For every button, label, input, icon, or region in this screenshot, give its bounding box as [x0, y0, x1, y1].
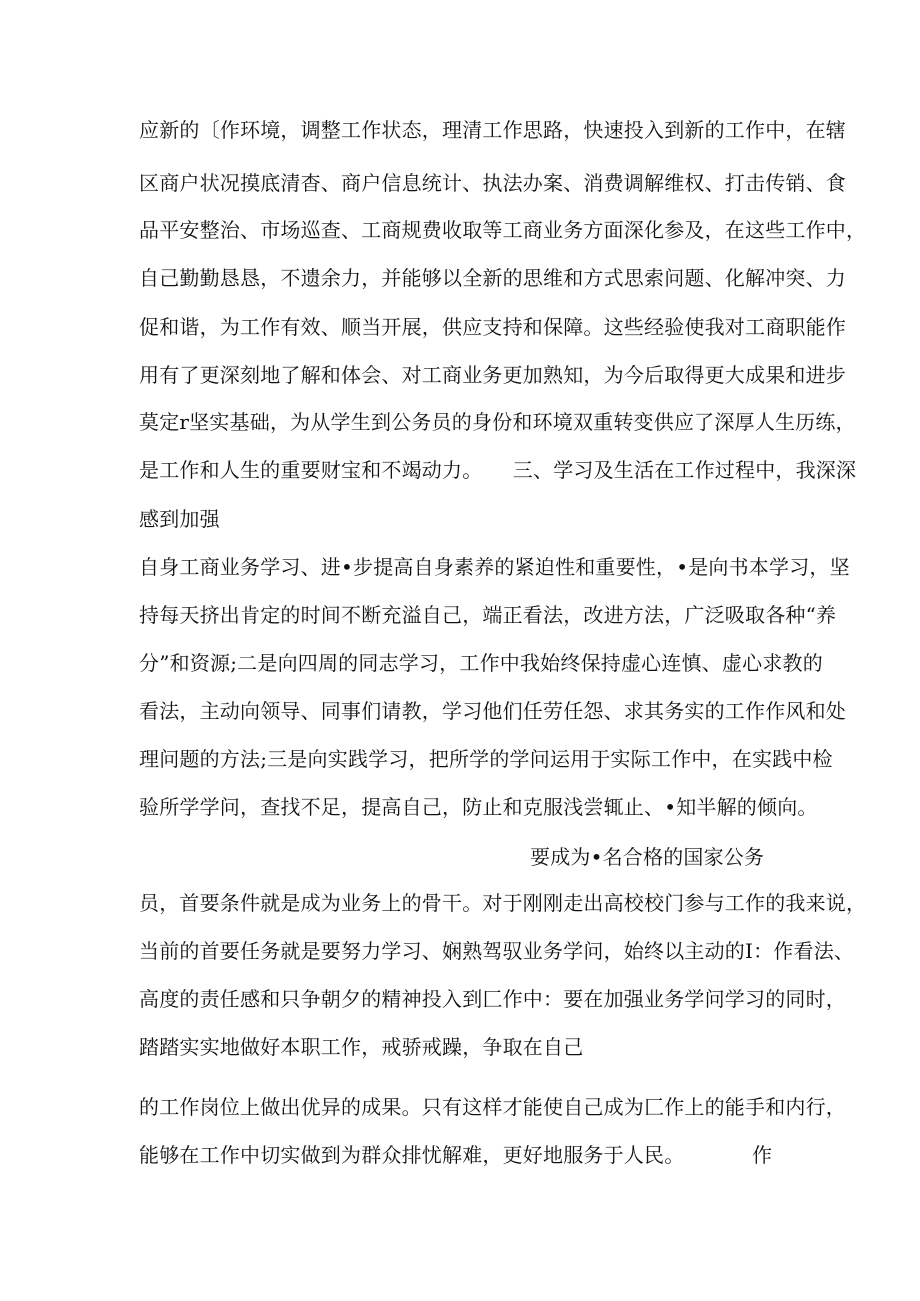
body-text-line: 用有了更深刻地了解和体会、对工商业务更加熟知，为今后取得更大成果和进步 [139, 363, 846, 387]
body-text-line: 能够在工作中切实做到为群众排忧解难，更好地服务于人民。 [139, 1143, 685, 1167]
body-text-line: 促和谐，为工作有效、顺当开展，供应支持和保障。这些经验使我对工商职能作 [139, 315, 846, 339]
body-text-line: 区商户状况摸底清杳、商户信息统计、执法办案、消费调解维权、打击传销、食 [139, 171, 846, 195]
body-text-line: 踏踏实实地做好本职工作，戒骄戒躁，争取在自己 [139, 1035, 584, 1059]
body-text-line: 当前的首要任务就是要努力学习、娴熟驾驭业务学问，始终以主动的I：作看法、 [139, 939, 855, 963]
body-text-line: 莫定r坚实基础，为从学生到公务员的身份和环境双重转变供应了深厚人生历练， [139, 410, 856, 434]
body-text-line: 自身工商业务学习、进•步提高自身素养的紧迫性和重要性，•是向书本学习，坚 [139, 555, 850, 579]
body-text-line: 员，首要条件就是成为业务上的骨干。对于刚刚走出高校校门参与工作的我来说， [139, 891, 867, 915]
body-text-line: 感到加强 [139, 507, 220, 531]
body-text-line: 品平安整治、市场巡查、工商规费收取等工商业务方面深化参及，在这些工作中， [139, 218, 867, 242]
body-text-line: 作 [752, 1143, 773, 1167]
body-text-line: 高度的责任感和只争朝夕的精神投入到匚作中：要在加强业务学问学习的同时， [139, 987, 846, 1011]
body-text-line: 自己勤勤恳恳，不遗余力，并能够以全新的思维和方式思索问题、化解冲突、力 [139, 266, 846, 290]
body-text-line: 应新的〔作环境，调整工作状态，理清工作思路，快速投入到新的工作中，在辖 [139, 118, 846, 142]
body-text-line: 验所学学问，查找不足，提高自己，防止和克服浅尝辄止、•知半解的倾向。 [139, 795, 818, 819]
body-text-line: 理问题的方法;三是向实践学习，把所学的学问运用于实际工作中，在实践中检 [139, 747, 833, 771]
body-text-line: 分”和资源;二是向四周的同志学习，工作中我始终保持虚心连慎、虚心求教的 [139, 651, 823, 675]
body-text-line: 是工作和人生的重要财宝和不竭动力。 三、学习及生活在工作过程中，我深深 [139, 458, 857, 482]
body-text-line: 看法，主动向领导、同事们请教，学习他们任劳任怨、求其务实的工作作风和处 [139, 699, 846, 723]
body-text-line: 持每天挤出肯定的时间不断充溢自己，端正看法，改进方法，广泛吸取各种“养 [139, 603, 837, 627]
body-text-line: 要成为•名合格的国家公务 [530, 845, 765, 869]
body-text-line: 的工作岗位上做出优异的成果。只有这样才能使自己成为匚作上的能手和内行， [139, 1095, 846, 1119]
